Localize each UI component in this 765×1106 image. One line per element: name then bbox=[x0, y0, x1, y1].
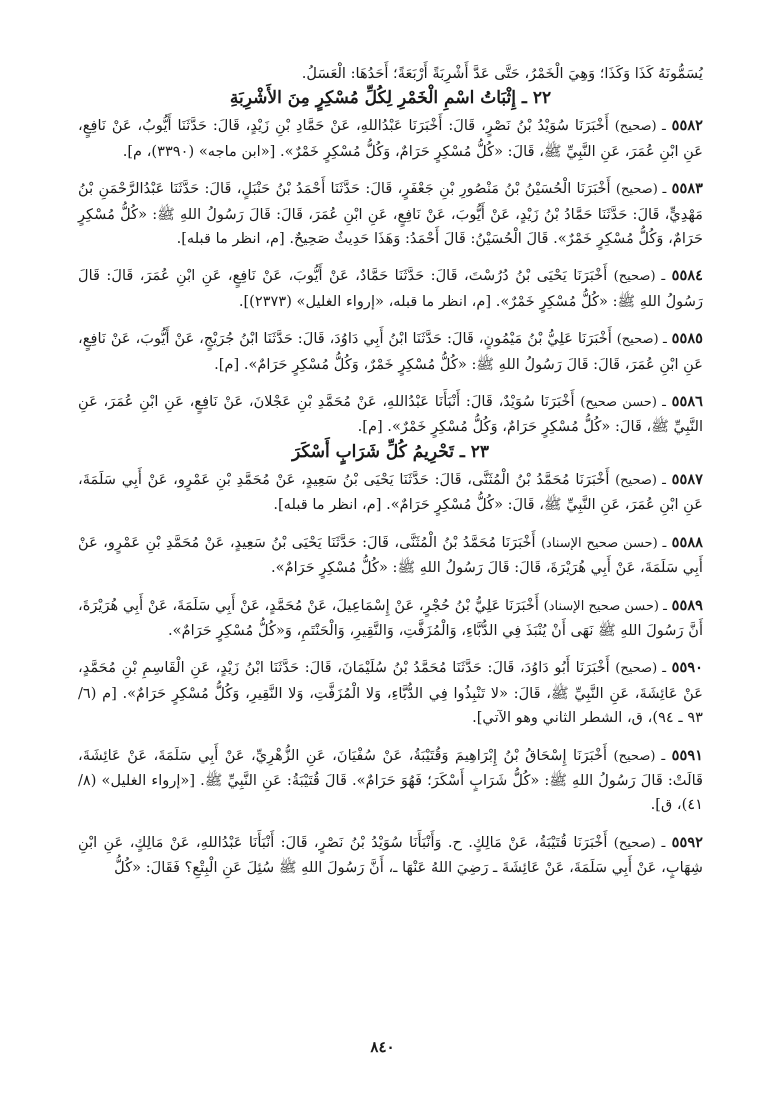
chapter-heading-23: ٢٣ ـ تَحْرِيمُ كُلِّ شَرَابٍ أَسْكَرَ bbox=[291, 441, 490, 462]
hadith-grade: ـ (صحيح) bbox=[615, 661, 667, 677]
hadith-text: أَخْبَرَنَا سُوَيْدٌ، قَالَ: أَنْبَأَنَا عَبْدُاللهِ، عَنْ مُحَمَّدِ بْنِ عَجْلانَ، عَنْ نَافِعٍ، عَنِ ابْنِ عُمَرَ، عَنِ النَّبِيِّ ﷺ، قَالَ: «كُلُّ مُسْكِرٍ حَرَامٌ، وَكُلُّ مُسْكِرٍ خَمْرٌ». [م]. bbox=[78, 393, 703, 436]
hadith-grade: ـ (صحيح) bbox=[613, 835, 666, 851]
hadith-text: أَخْبَرَنَا إِسْحَاقُ بْنُ إِبْرَاهِيمَ وَقُتَيْبَةُ، عَنْ سُفْيَانَ، عَنِ الزُّهْرِيِّ، عَنْ أَبِي سَلَمَةَ، عَنْ عَائِشَةَ، قَالَتْ: قَالَ رَسُولُ اللهِ ﷺ: «كُلُّ شَرَابٍ أَسْكَرَ؛ فَهُوَ حَرَامٌ». قَالَ قُتَيْبَةُ: عَنِ النَّبِيِّ ﷺ. [«إرواء الغليل» (٨/ ٤١)، ق]. bbox=[78, 746, 703, 814]
hadith-text: أَخْبَرَنَا عَلِيُّ بْنُ حُجْرٍ، عَنْ إِسْمَاعِيلَ، عَنْ مُحَمَّدٍ، عَنْ أَبِي سَلَمَةَ، عَنْ أَبِي هُرَيْرَةَ، أَنَّ رَسُولَ اللهِ ﷺ نَهَى أَنْ يُنْبَذَ فِي الدُّبَّاءِ، وَالْمُزَفَّتِ، وَالنَّقِيرِ، وَالْحَنْتَمِ، وَ«كُلُّ مُسْكِرٍ حَرَامٌ». bbox=[78, 596, 703, 639]
hadith-5588 bbox=[78, 531, 703, 581]
hadith-5584 bbox=[78, 264, 703, 314]
hadith-grade: ـ (صحيح) bbox=[616, 332, 667, 348]
hadith-5583 bbox=[78, 177, 703, 251]
hadith-5582 bbox=[78, 114, 703, 164]
hadith-5592 bbox=[78, 831, 703, 881]
hadith-grade: ـ (صحيح) bbox=[615, 182, 667, 198]
hadith-text: أَخْبَرَنَا عَلِيُّ بْنُ مَيْمُونٍ، قَالَ: حَدَّثَنَا ابْنُ أَبِي دَاوُدَ، قَالَ: حَدَّثَنَا ابْنُ جُرَيْجٍ، عَنْ أَيُّوبَ، عَنْ نَافِعٍ، عَنِ ابْنِ عُمَرَ، قَالَ: قَالَ رَسُولُ اللهِ ﷺ: «كُلُّ مُسْكِرٍ خَمْرٌ، وَكُلُّ مُسْكِرٍ حَرَامٌ». [م]. bbox=[78, 330, 703, 373]
hadith-grade: ـ (حسن صحيح الإسناد) bbox=[543, 598, 667, 614]
hadith-number: ٥٥٨٥ bbox=[671, 330, 703, 348]
hadith-grade: ـ (صحيح) bbox=[613, 269, 666, 285]
hadith-number: ٥٥٨٨ bbox=[671, 533, 704, 551]
hadith-text: أَخْبَرَنَا أَبُو دَاوُدَ، قَالَ: حَدَّثَنَا مُحَمَّدُ بْنُ سُلَيْمَانَ، قَالَ: حَدَّثَنَا ابْنُ زَيْدٍ، عَنِ الْقَاسِمِ بْنِ مُحَمَّدٍ، عَنْ عَائِشَةَ، عَنِ النَّبِيِّ ﷺ، قَالَ: «لا تَنْبِذُوا فِي الدُّبَّاءِ، وَلا الْمُزَفَّتِ، وَلا النَّقِيرِ، وَكُلُّ مُسْكِرٍ حَرَامٌ». [م (٦/ ٩٣ ـ ٩٤)، ق، الشطر الثاني وهو الآتي]. bbox=[78, 659, 703, 727]
hadith-text: أَخْبَرَنَا مُحَمَّدُ بْنُ الْمُثَنَّى، قَالَ: حَدَّثَنَا يَحْيَى بْنُ سَعِيدٍ، عَنْ مُحَمَّدِ بْنِ عَمْرٍو، عَنْ أَبِي سَلَمَةَ، عَنْ أَبِي هُرَيْرَةَ، قَالَ: قَالَ رَسُولُ اللهِ ﷺ: «كُلُّ مُسْكِرٍ حَرَامٌ». bbox=[78, 533, 703, 577]
hadith-5590 bbox=[78, 656, 703, 730]
hadith-text: أَخْبَرَنَا مُحَمَّدُ بْنُ الْمُثَنَّى، قَالَ: حَدَّثَنَا يَحْيَى بْنُ سَعِيدٍ، عَنْ مُحَمَّدِ بْنِ عَمْرٍو، عَنْ أَبِي سَلَمَةَ، عَنِ ابْنِ عُمَرَ، عَنِ النَّبِيِّ ﷺ، قَالَ: «كُلُّ مُسْكِرٍ حَرَامٌ». [م، انظر ما قبله]. bbox=[78, 470, 703, 514]
hadith-number: ٥٥٩٢ bbox=[671, 833, 703, 851]
hadith-number: ٥٥٨٦ bbox=[671, 393, 704, 411]
hadith-number: ٥٥٨٣ bbox=[671, 180, 704, 198]
hadith-number: ٥٥٩١ bbox=[671, 746, 704, 764]
hadith-grade: ـ (حسن صحيح) bbox=[580, 395, 666, 411]
page-number: ٨٤٠ bbox=[370, 1038, 395, 1056]
hadith-grade: ـ (صحيح) bbox=[615, 472, 666, 488]
page-body bbox=[78, 62, 703, 894]
hadith-5587 bbox=[78, 468, 703, 518]
hadith-5585 bbox=[78, 327, 703, 377]
hadith-number: ٥٥٨٧ bbox=[671, 470, 703, 488]
hadith-grade: ـ (صحيح) bbox=[614, 119, 666, 135]
hadith-text: أَخْبَرَنَا سُوَيْدُ بْنُ نَصْرٍ، قَالَ: أَخْبَرَنَا عَبْدُاللهِ، عَنْ حَمَّادِ بْنِ زَيْدٍ، قَالَ: حَدَّثَنَا أَيُّوبُ، عَنْ نَافِعٍ، عَنِ ابْنِ عُمَرَ، عَنِ النَّبِيِّ ﷺ، قَالَ: «كُلُّ مُسْكِرٍ حَرَامٌ، وَكُلُّ مُسْكِرٍ خَمْرٌ». [«ابن ماجه» (٣٣٩٠)، م]. bbox=[78, 117, 703, 160]
hadith-number: ٥٥٨٤ bbox=[671, 267, 704, 285]
hadith-number: ٥٥٨٢ bbox=[671, 117, 703, 135]
chapter-heading-22: ٢٢ ـ إِثْبَاتُ اسْمِ الْخَمْرِ لِكُلِّ مُسْكِرٍ مِنَ الأَشْرِبَةِ bbox=[229, 88, 552, 109]
hadith-5586 bbox=[78, 390, 703, 440]
hadith-text: أَخْبَرَنَا قُتَيْبَةُ، عَنْ مَالِكٍ. ح. وَأَنْبَأَنَا سُوَيْدُ بْنُ نَصْرٍ، قَالَ: أَنْبَأَنَا عَبْدُاللهِ، عَنْ مَالِكٍ، عَنِ ابْنِ شِهَابٍ، عَنْ أَبِي سَلَمَةَ، عَنْ عَائِشَةَ ـ رَضِيَ اللهُ عَنْهَا ـ، أَنَّ رَسُولَ اللهِ ﷺ سُئِلَ عَنِ الْبِتْعِ؟ فَقَالَ: «كُلُّ bbox=[78, 833, 703, 877]
hadith-5591 bbox=[78, 744, 703, 818]
hadith-number: ٥٥٨٩ bbox=[671, 596, 703, 614]
hadith-5589 bbox=[78, 594, 703, 644]
hadith-text: أَخْبَرَنَا الْحُسَيْنُ بْنُ مَنْصُورِ بْنِ جَعْفَرٍ، قَالَ: حَدَّثَنَا أَحْمَدُ بْنُ حَنْبَلٍ، قَالَ: حَدَّثَنَا عَبْدُالرَّحْمَنِ بْنُ مَهْدِيٍّ، قَالَ: حَدَّثَنَا حَمَّادُ بْنُ زَيْدٍ، عَنْ أَيُّوبَ، عَنْ نَافِعٍ، عَنِ ابْنِ عُمَرَ، قَالَ: قَالَ رَسُولُ اللهِ ﷺ: «كُلُّ مُسْكِرٍ حَرَامٌ، وَكُلُّ مُسْكِرٍ خَمْرٌ». قَالَ الْحُسَيْنُ: قَالَ أَحْمَدُ: وَهَذَا حَدِيثٌ صَحِيحٌ. [م، انظر ما قبله]. bbox=[78, 180, 703, 248]
hadith-grade: ـ (صحيح) bbox=[613, 748, 666, 764]
hadith-number: ٥٥٩٠ bbox=[671, 659, 703, 677]
hadith-grade: ـ (حسن صحيح الإسناد) bbox=[540, 535, 667, 551]
hadith-text: أَخْبَرَنَا يَحْيَى بْنُ دُرُسْتَ، قَالَ: حَدَّثَنَا حَمَّادٌ، عَنْ أَيُّوبَ، عَنْ نَافِعٍ، عَنِ ابْنِ عُمَرَ، قَالَ: قَالَ رَسُولُ اللهِ ﷺ: «كُلُّ مُسْكِرٍ خَمْرٌ». [م، انظر ما قبله، «إرواء الغليل» (٢٣٧٣)]. bbox=[78, 267, 703, 310]
intro-line: يُسَمُّونَهُ كَذَا وَكَذَا؛ وَهِيَ الْخَمْرُ، حَتَّى عَدَّ أَشْرِبَةً أَرْبَعَةً؛ أَحَدُهَا: الْعَسَلُ. bbox=[301, 65, 703, 82]
